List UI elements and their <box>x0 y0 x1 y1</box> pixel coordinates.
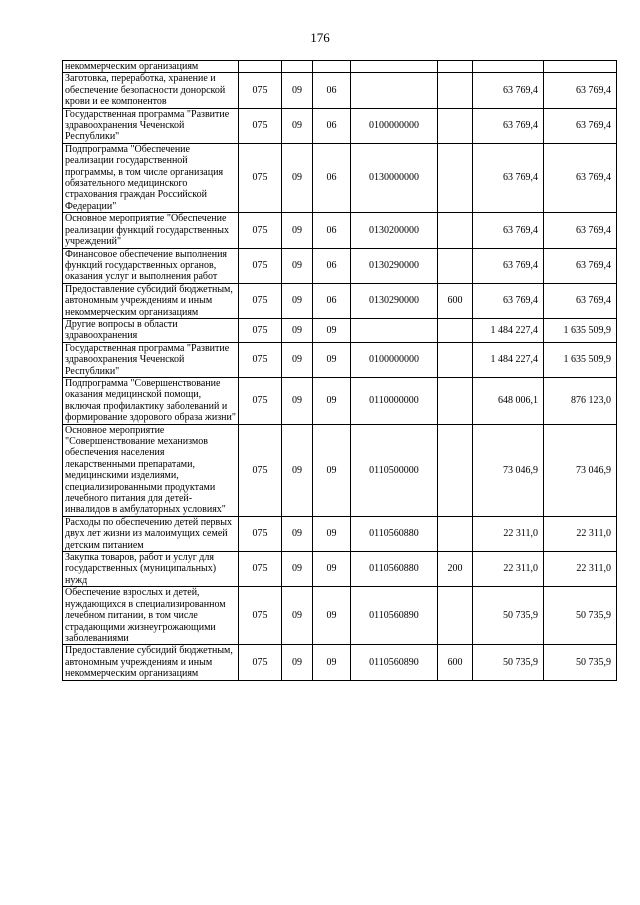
table-row <box>63 645 617 680</box>
row-sum-2: 50 735,9 <box>544 645 617 680</box>
row-csr <box>351 73 438 108</box>
row-vr <box>438 342 473 377</box>
row-rz: 09 <box>282 377 313 424</box>
row-name: Предоставление субсидий бюджетным, автономным учреждениям и иным некоммерческим организациям <box>63 645 239 680</box>
row-rz: 09 <box>282 645 313 680</box>
row-vr <box>438 213 473 248</box>
row-sum-2: 1 635 509,9 <box>544 342 617 377</box>
row-pr: 09 <box>313 587 351 645</box>
row-name: Финансовое обеспечение выполнения функций государственных органов, оказания услуг и выполнения работ <box>63 248 239 283</box>
row-sum-2 <box>544 61 617 73</box>
row-rz <box>282 61 313 73</box>
row-pr: 09 <box>313 424 351 516</box>
row-csr: 0130290000 <box>351 248 438 283</box>
row-csr: 0130000000 <box>351 143 438 212</box>
row-rz: 09 <box>282 108 313 143</box>
row-gr: 075 <box>239 516 282 551</box>
row-vr <box>438 424 473 516</box>
row-sum-1: 1 484 227,4 <box>473 318 544 342</box>
table-row <box>63 143 617 212</box>
row-sum-1: 22 311,0 <box>473 516 544 551</box>
row-name: Основное мероприятие "Обеспечение реализации функций государственных учреждений" <box>63 213 239 248</box>
row-pr: 06 <box>313 283 351 318</box>
row-rz: 09 <box>282 587 313 645</box>
budget-table <box>62 60 617 681</box>
table-row <box>63 108 617 143</box>
row-rz: 09 <box>282 143 313 212</box>
row-vr <box>438 318 473 342</box>
row-pr <box>313 61 351 73</box>
row-sum-1: 50 735,9 <box>473 645 544 680</box>
row-sum-1: 63 769,4 <box>473 213 544 248</box>
row-pr: 09 <box>313 318 351 342</box>
row-csr: 0100000000 <box>351 342 438 377</box>
row-name: Закупка товаров, работ и услуг для государственных (муниципальных) нужд <box>63 552 239 587</box>
row-name: Предоставление субсидий бюджетным, автономным учреждениям и иным некоммерческим организациям <box>63 283 239 318</box>
table-row <box>63 283 617 318</box>
row-name: Другие вопросы в области здравоохранения <box>63 318 239 342</box>
row-sum-1: 63 769,4 <box>473 73 544 108</box>
row-vr <box>438 108 473 143</box>
table-row <box>63 342 617 377</box>
row-rz: 09 <box>282 318 313 342</box>
table-row <box>63 587 617 645</box>
row-sum-2: 63 769,4 <box>544 73 617 108</box>
row-rz: 09 <box>282 424 313 516</box>
row-csr: 0110000000 <box>351 377 438 424</box>
row-sum-2: 63 769,4 <box>544 213 617 248</box>
table-row <box>63 424 617 516</box>
row-vr <box>438 143 473 212</box>
row-csr: 0110560880 <box>351 552 438 587</box>
row-sum-1: 648 006,1 <box>473 377 544 424</box>
row-sum-2: 22 311,0 <box>544 516 617 551</box>
row-gr: 075 <box>239 377 282 424</box>
row-vr <box>438 516 473 551</box>
row-sum-1: 22 311,0 <box>473 552 544 587</box>
row-vr <box>438 61 473 73</box>
row-name: Государственная программа "Развитие здравоохранения Чеченской Республики" <box>63 342 239 377</box>
row-vr: 600 <box>438 283 473 318</box>
row-csr: 0100000000 <box>351 108 438 143</box>
row-gr: 075 <box>239 73 282 108</box>
table-row <box>63 61 617 73</box>
row-gr <box>239 61 282 73</box>
row-sum-2: 50 735,9 <box>544 587 617 645</box>
table-row <box>63 73 617 108</box>
row-sum-1 <box>473 61 544 73</box>
row-csr: 0110500000 <box>351 424 438 516</box>
row-pr: 06 <box>313 108 351 143</box>
row-sum-2: 1 635 509,9 <box>544 318 617 342</box>
row-rz: 09 <box>282 73 313 108</box>
row-csr <box>351 318 438 342</box>
row-gr: 075 <box>239 645 282 680</box>
row-name: Основное мероприятие "Совершенствование механизмов обеспечения населения лекарственными препаратами, медицинскими изделиями, специализированными продуктами лечебного питания для детей-инвалидов в амбулаторных условиях" <box>63 424 239 516</box>
row-pr: 09 <box>313 516 351 551</box>
row-sum-1: 1 484 227,4 <box>473 342 544 377</box>
row-name: Государственная программа "Развитие здравоохранения Чеченской Республики" <box>63 108 239 143</box>
row-gr: 075 <box>239 248 282 283</box>
row-gr: 075 <box>239 143 282 212</box>
row-sum-2: 73 046,9 <box>544 424 617 516</box>
row-pr: 09 <box>313 342 351 377</box>
row-pr: 06 <box>313 248 351 283</box>
row-gr: 075 <box>239 213 282 248</box>
row-pr: 06 <box>313 143 351 212</box>
row-gr: 075 <box>239 108 282 143</box>
row-sum-2: 22 311,0 <box>544 552 617 587</box>
row-csr: 0110560890 <box>351 587 438 645</box>
row-rz: 09 <box>282 248 313 283</box>
row-sum-1: 73 046,9 <box>473 424 544 516</box>
row-rz: 09 <box>282 516 313 551</box>
row-csr: 0110560880 <box>351 516 438 551</box>
row-vr <box>438 73 473 108</box>
row-sum-2: 63 769,4 <box>544 248 617 283</box>
row-vr: 600 <box>438 645 473 680</box>
row-vr <box>438 248 473 283</box>
row-gr: 075 <box>239 552 282 587</box>
row-pr: 09 <box>313 377 351 424</box>
table-row <box>63 377 617 424</box>
row-sum-1: 50 735,9 <box>473 587 544 645</box>
row-gr: 075 <box>239 283 282 318</box>
row-sum-1: 63 769,4 <box>473 283 544 318</box>
row-name: некоммерческим организациям <box>63 61 239 73</box>
row-gr: 075 <box>239 318 282 342</box>
page-number: 176 <box>310 30 330 45</box>
row-rz: 09 <box>282 552 313 587</box>
row-name: Расходы по обеспечению детей первых двух лет жизни из малоимущих семей детским питанием <box>63 516 239 551</box>
row-name: Подпрограмма "Совершенствование оказания медицинской помощи, включая профилактику заболеваний и формирование здорового образа жизни" <box>63 377 239 424</box>
row-sum-1: 63 769,4 <box>473 143 544 212</box>
table-row <box>63 248 617 283</box>
row-gr: 075 <box>239 342 282 377</box>
row-csr: 0130200000 <box>351 213 438 248</box>
table-row <box>63 213 617 248</box>
row-sum-1: 63 769,4 <box>473 248 544 283</box>
row-vr: 200 <box>438 552 473 587</box>
row-vr <box>438 587 473 645</box>
row-rz: 09 <box>282 213 313 248</box>
row-rz: 09 <box>282 342 313 377</box>
table-row <box>63 552 617 587</box>
row-vr <box>438 377 473 424</box>
table-row <box>63 318 617 342</box>
row-pr: 06 <box>313 73 351 108</box>
row-sum-2: 63 769,4 <box>544 108 617 143</box>
row-rz: 09 <box>282 283 313 318</box>
row-name: Обеспечение взрослых и детей, нуждающихся в специализированном лечебном питании, в том числе страдающими жизнеугрожающими заболеваниями <box>63 587 239 645</box>
row-sum-2: 876 123,0 <box>544 377 617 424</box>
row-name: Заготовка, переработка, хранение и обеспечение безопасности донорской крови и ее компонентов <box>63 73 239 108</box>
row-sum-2: 63 769,4 <box>544 143 617 212</box>
row-csr <box>351 61 438 73</box>
row-pr: 09 <box>313 645 351 680</box>
row-pr: 06 <box>313 213 351 248</box>
row-sum-2: 63 769,4 <box>544 283 617 318</box>
row-name: Подпрограмма "Обеспечение реализации государственной программы, в том числе организация обязательного медицинского страхования граждан Российской Федерации" <box>63 143 239 212</box>
row-csr: 0130290000 <box>351 283 438 318</box>
table-row <box>63 516 617 551</box>
row-pr: 09 <box>313 552 351 587</box>
row-gr: 075 <box>239 587 282 645</box>
row-sum-1: 63 769,4 <box>473 108 544 143</box>
row-csr: 0110560890 <box>351 645 438 680</box>
row-gr: 075 <box>239 424 282 516</box>
